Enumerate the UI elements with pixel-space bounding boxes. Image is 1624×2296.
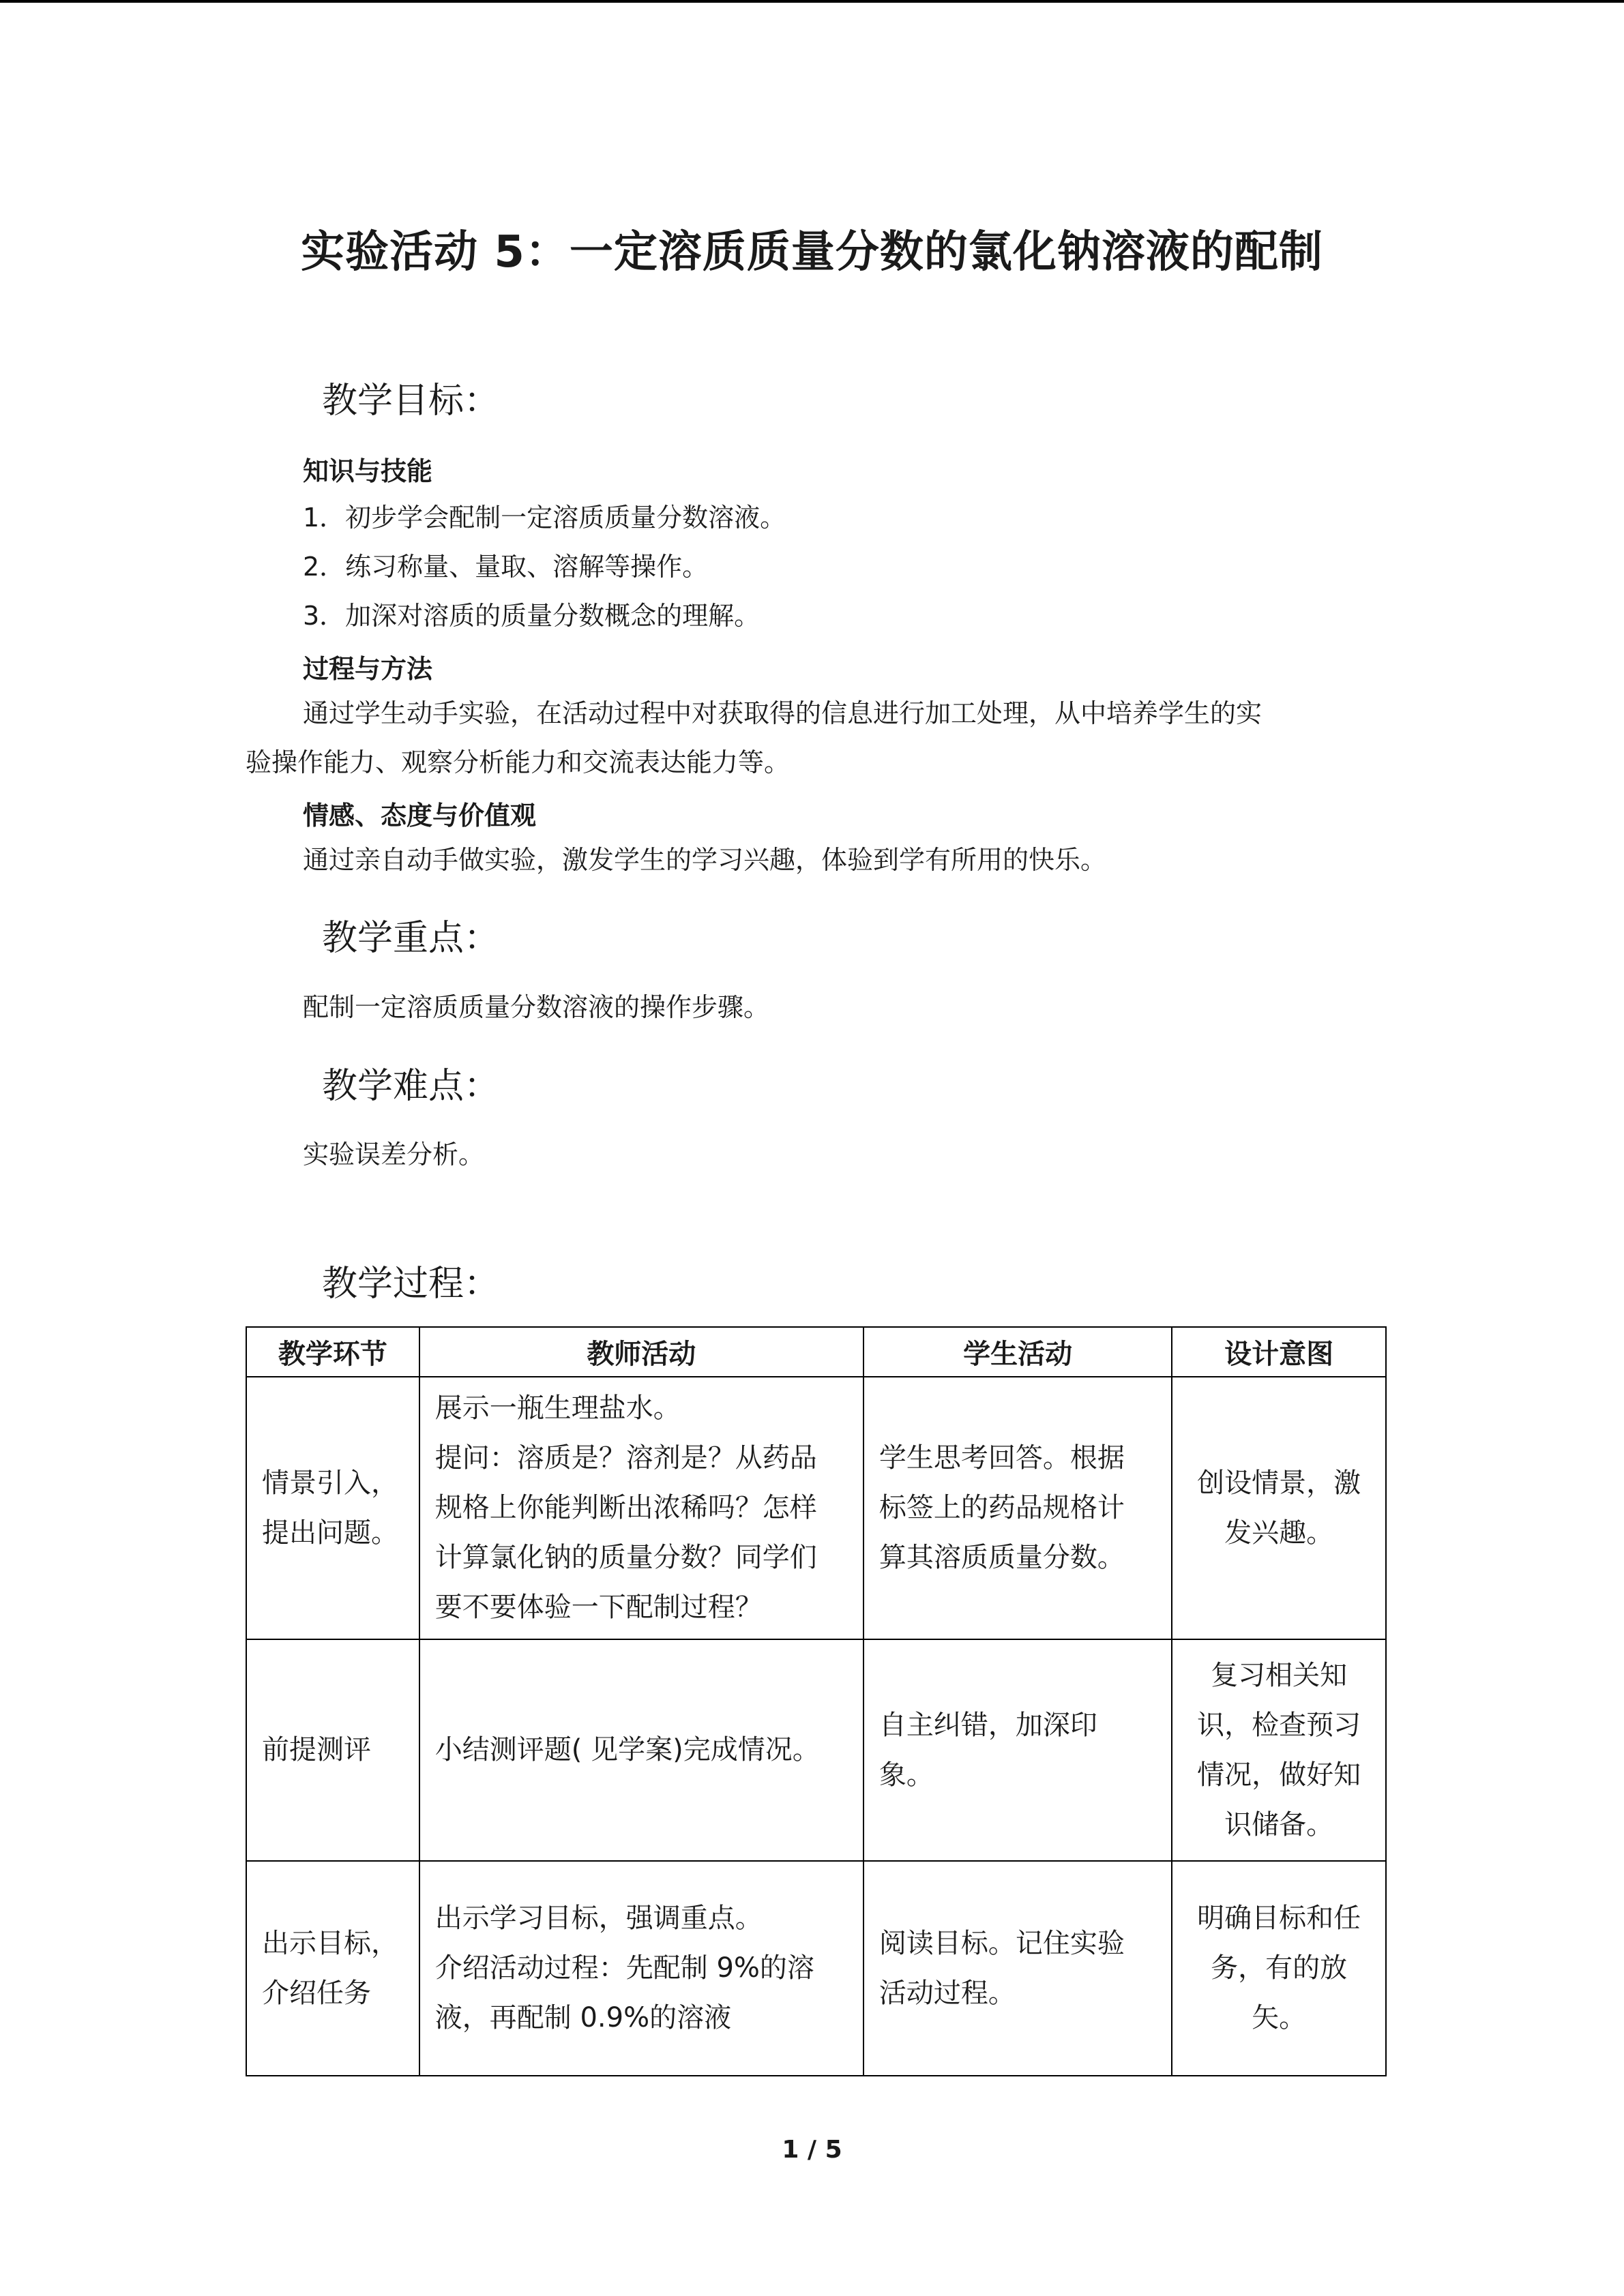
knowledge-heading: 知识与技能: [303, 456, 433, 486]
document-title: 实验活动 5：一定溶质质量分数的氯化钠溶液的配制: [301, 227, 1323, 278]
page-top-border: [0, 0, 1624, 3]
cell-line: 提问：溶质是？溶剂是？从药品: [434, 1442, 817, 1474]
cell-stage: [246, 1377, 419, 1639]
cell-line: 象。: [879, 1759, 934, 1791]
cell-line: 标签上的药品规格计: [879, 1492, 1125, 1523]
key-points-heading: 教学重点：: [322, 918, 500, 959]
cell-line: 发兴趣。: [1224, 1517, 1334, 1549]
cell-line: 规格上你能判断出浓稀吗？怎样: [434, 1492, 817, 1523]
cell-student: [863, 1639, 1172, 1861]
cell-line: 算其溶质质量分数。: [879, 1542, 1125, 1573]
objectives-heading: 教学目标：: [322, 381, 500, 421]
cell-line: 前提测评: [262, 1734, 371, 1765]
cell-line: 学生思考回答。根据: [879, 1442, 1125, 1474]
cell-student: [863, 1861, 1172, 2076]
cell-stage: [246, 1861, 419, 2076]
cell-intent: [1172, 1639, 1386, 1861]
cell-teacher: [419, 1861, 863, 2076]
table-row: [246, 1639, 1386, 1861]
knowledge-item-3: 3．加深对溶质的质量分数概念的理解。: [303, 601, 761, 631]
teaching-process-heading: 教学过程：: [322, 1264, 500, 1304]
process-method-text-line2: 验操作能力、观察分析能力和交流表达能力等。: [246, 747, 791, 777]
cell-line: 复习相关知: [1211, 1659, 1348, 1691]
cell-teacher: [419, 1639, 863, 1861]
cell-line: 活动过程。: [879, 1977, 1016, 2009]
cell-line: 务，有的放: [1211, 1952, 1348, 1984]
column-header-teacher: 教师活动: [419, 1327, 863, 1377]
cell-student: [863, 1377, 1172, 1639]
cell-stage: [246, 1639, 419, 1861]
cell-line: 识储备。: [1224, 1808, 1334, 1840]
key-points-text: 配制一定溶质质量分数溶液的操作步骤。: [303, 992, 770, 1022]
cell-line: 识，检查预习: [1197, 1709, 1361, 1741]
column-header-student: 学生活动: [863, 1327, 1172, 1377]
column-header-stage: 教学环节: [246, 1327, 419, 1377]
emotion-text: 通过亲自动手做实验，激发学生的学习兴趣，体验到学有所用的快乐。: [303, 845, 1107, 875]
cell-line: 情景引入，: [262, 1467, 398, 1499]
cell-line: 情况，做好知: [1197, 1759, 1361, 1791]
column-header-intent: 设计意图: [1172, 1327, 1386, 1377]
cell-intent: [1172, 1861, 1386, 2076]
cell-line: 计算氯化钠的质量分数？同学们: [434, 1542, 817, 1573]
cell-line: 要不要体验一下配制过程？: [434, 1592, 763, 1623]
cell-teacher: [419, 1377, 863, 1639]
table-row: [246, 1377, 1386, 1639]
cell-line: 出示目标，: [262, 1927, 398, 1959]
cell-line: 阅读目标。记住实验: [879, 1927, 1125, 1959]
cell-line: 介绍任务: [262, 1977, 371, 2009]
page-number: 1 / 5: [782, 2136, 842, 2164]
cell-line: 出示学习目标，强调重点。: [434, 1903, 763, 1934]
cell-line: 展示一瓶生理盐水。: [434, 1392, 681, 1424]
difficulties-heading: 教学难点：: [322, 1066, 500, 1107]
teaching-process-table: [246, 1326, 1387, 2076]
cell-line: 明确目标和任: [1197, 1903, 1361, 1934]
table-header-row: [246, 1327, 1386, 1377]
cell-line: 自主纠错，加深印: [879, 1709, 1097, 1741]
emotion-heading: 情感、态度与价值观: [303, 801, 537, 831]
cell-line: 矢。: [1252, 2002, 1307, 2033]
cell-line: 介绍活动过程：先配制 9%的溶: [434, 1952, 814, 1984]
cell-line: 液，再配制 0.9%的溶液: [434, 2002, 732, 2033]
cell-line: 提出问题。: [262, 1517, 398, 1549]
difficulties-text: 实验误差分析。: [303, 1139, 485, 1169]
process-method-heading: 过程与方法: [303, 654, 433, 684]
cell-line: 创设情景，激: [1197, 1467, 1361, 1499]
table-row: [246, 1861, 1386, 2076]
knowledge-item-1: 1．初步学会配制一定溶质质量分数溶液。: [303, 503, 786, 533]
cell-intent: [1172, 1377, 1386, 1639]
knowledge-item-2: 2．练习称量、量取、溶解等操作。: [303, 552, 709, 582]
process-method-text-line1: 通过学生动手实验，在活动过程中对获取得的信息进行加工处理，从中培养学生的实: [303, 698, 1263, 728]
cell-line: 小结测评题( 见学案)完成情况。: [434, 1734, 820, 1765]
